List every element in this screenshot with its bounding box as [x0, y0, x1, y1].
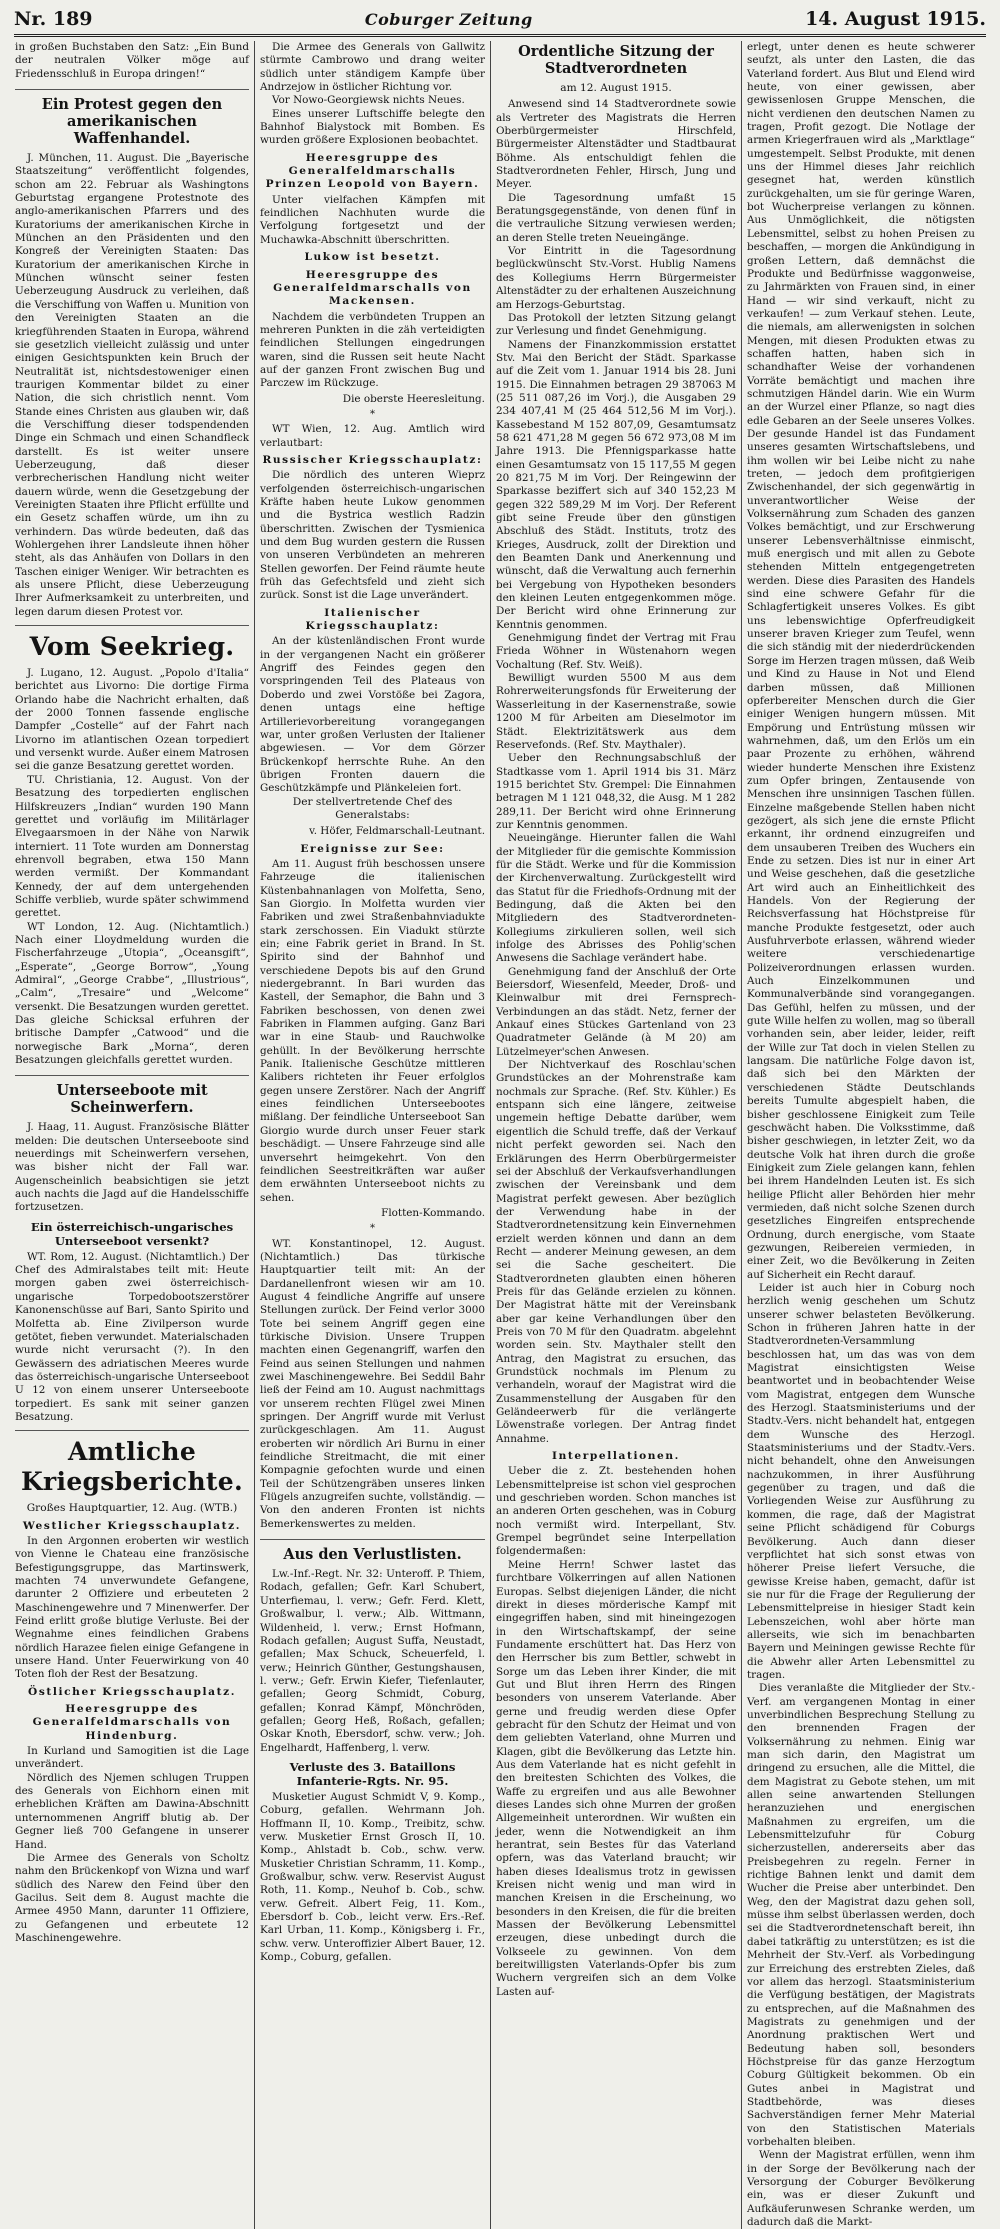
paragraph: Vor Nowo-Georgiewsk nichts Neues.	[272, 94, 465, 107]
paragraph: Die Armee des Generals von Gallwitz stürmte Cambrowo und drang weiter südlich unter ständigem Kampfe über Andrzejow in östlicher Richtung vor.	[260, 41, 485, 94]
signature-ohl: Die oberste Heeresleitung.	[342, 392, 485, 405]
paragraph: Musketier August Schmidt V, 9. Komp., Coburg, gefallen. Wehrmann Joh. Hoffmann II, 10. Komp., Treibitz, schw. verw. Musketier Ernst Grosch II, 10. Komp., Ahlstadt b. Cob., schw. verw. Musketier Christian Schramm, 11. Komp., Großwalbur, schw. verw. Reservist August Roth, 11. Komp., Neuhof b. Cob., schw. verw. Gefreit. Albert Feig, 11. Kom., Ebersdorf b. Cob., leicht verw. Ers.-Ref. Karl Urban, 11. Komp., Königsberg i. Fr., schw. verw. Unteroffizier Albert Bauer, 12. Komp., Coburg, gefallen.	[260, 1790, 485, 1964]
separator-star: *	[370, 408, 375, 420]
paragraph: in großen Buchstaben den Satz: „Ein Bund der neutralen Völker möge auf Friedensschluß in Europa dringen!“	[15, 41, 249, 80]
paragraph: Die nördlich des unteren Wieprz verfolgenden österreichisch-ungarischen Kräfte haben heute Lukow genommen und die Bystrica westlich Radzin überschritten. Zwischen der Tysmienica und dem Bug wurden gestern die Russen von unseren Verbündeten an mehreren Stellen geworfen. Der Feind räumte heute früh das Gefechtsfeld und zieht sich zurück. Sonst ist die Lage unverändert.	[260, 469, 485, 602]
paragraph: Der Nichtverkauf des Roschlau'schen Grundstückes an der Mohrenstraße kam nochmals zur Sprache. (Ref. Stv. Kühler.) Es entspann sich eine längere, zeitweise ungemein heftige Debatte darüber, wem eigentlich die Schuld treffe, daß der Verkauf nicht perfekt geworden sei. Nach den Erklärungen des Herrn Oberbürgermeister sei der Abschluß der Verkaufsverhandlungen zwischen der Vereinsbank und dem Magistrat perfekt gewesen. Aber bezüglich der Verwendung habe in der Stadtverordnetensitzung kein Einvernehmen erzielt werden können und dann an dem Recht — anderer Meinung gewesen, an dem sei die Sache gescheitert. Die Stadtverordneten glaubten einen höheren Preis für das Gelände erzielen zu können. Der Magistrat hätte mit der Vereinsbank aber gar keine Verhandlungen über den Preis von 70 M für den Quadratm. abgelehnt worden sein. Stv. Maythaler stellt den Antrag, den Magistrat zu ersuchen, das Grundstück nochmals im Plenum zu verhandeln, worauf der Magistrat wird die Zusammenstellung der Ausgaben für den Geländeerwerb für die verlängerte Löwenstraße vorlegen. Der Antrag findet Annahme.	[496, 1059, 736, 1445]
paragraph: Anwesend sind 14 Stadtverordnete sowie als Vertreter des Magistrats die Herren Oberbürgermeister Hirschfeld, Bürgermeister Altenstädter und Stadtbaurat Böhme. Als entschuldigt fehlen die Stadtverordneten Fehler, Hirsch, Jung und Meyer.	[496, 98, 736, 191]
separator-star: *	[370, 1223, 375, 1235]
subhead-mackensen: Heeresgruppe des Generalfeldmarschalls von Mackensen.	[273, 268, 472, 308]
paragraph: Genehmigung fand der Anschluß der Orte Beiersdorf, Wiesenfeld, Meeder, Droß- und Kleinwalbur mit drei Fernsprech-Verbindungen an das städt. Netz, ferner der Ankauf eines Stückes Gartenland von 23 Quadratmeter Gelände (à M 20) am Lützelmeyer'schen Anwesen.	[496, 965, 736, 1058]
paragraph: Wenn der Magistrat erfüllen, wenn ihm in der Sorge der Bevölkerung nach der Versorgung der Coburger Bevölkerung ein, was er dieser Zukunft und Aufkäuferunwesen Schranke werden, um dadurch daß die Markt-	[747, 2149, 975, 2229]
column-3	[491, 41, 742, 2229]
paragraph: Nördlich des Njemen schlugen Truppen des Generals von Eichhorn einen mit erheblichen Kräften am Dawina-Abschnitt unternommenen Angriff blutig ab. Der Gegner ließ 700 Gefangene in unserer Hand.	[15, 1771, 249, 1851]
column-4	[742, 41, 980, 2229]
headline-oesterr: Ein österreichisch-ungarisches Unterseeboot versenkt?	[30, 1219, 234, 1248]
subhead-see: Ereignisse zur See:	[300, 842, 445, 855]
paragraph: J. Haag, 11. August. Französische Blätter melden: Die deutschen Unterseeboote sind neuerdings mit Scheinwerfern versehen, was bisher nicht der Fall war. Augenscheinlich beabsichtigen sie jetzt auch nachts die Jagd auf die Handelsschiffe fortzusetzen.	[15, 1121, 249, 1214]
paragraph: Ueber die z. Zt. bestehenden hohen Lebensmittelpreise ist schon viel gesprochen und geschrieben worden. Schon manches ist an anderen Orten geschehen, was in Coburg noch vermißt wird. Interpellant, Stv. Grempel begründet seine Interpellation folgendermaßen:	[496, 1465, 736, 1558]
paragraph: Das Protokoll der letzten Sitzung gelangt zur Verlesung und findet Genehmigung.	[496, 311, 736, 338]
paragraph: An der küstenländischen Front wurde in der vergangenen Nacht ein größerer Angriff des Feindes gegen den vorspringenden Teil des Plateaus von Doberdo und zwei Vorstöße bei Zagora, denen untags eine heftige Artillerievorbereitung vorangegangen war, unter großen Verlusten der Italiener abgewiesen. — Vor dem Görzer Brückenkopf herrschte Ruhe. An den übrigen Fronten dauern die Geschützkämpfe und Plänkeleien fort.	[260, 635, 485, 795]
headline-bataillon: Verluste des 3. Bataillons Infanterie-Rgts. Nr. 95.	[289, 1759, 456, 1788]
subhead-leopold: Heeresgruppe des Generalfeldmarschalls Prinzen Leopold von Bayern.	[265, 151, 480, 191]
headline-protest: Ein Protest gegen den amerikanischen Waffenhandel.	[15, 89, 249, 147]
paragraph: Unter vielfachen Kämpfen mit feindlichen Nachhuten wurde die Verfolgung fortgesetzt und der Muchawka-Abschnitt überschritten.	[260, 193, 485, 246]
paragraph: Neueingänge. Hierunter fallen die Wahl der Mitglieder für die gemischte Kommission für die Städt. Werke und für die Kommission der Kirchenverwaltung. Zurückgestellt wird das Statut für die Friedhofs-Ordnung mit der Bedingung, daß die Akten bei den Mitgliedern des Stadtverordneten-Kollegiums zirkulieren sollen, weil sich infolge des Abrisses des Pohlig'schen Anwesens die Sachlage verändert habe.	[496, 832, 736, 965]
paragraph: Eines unserer Luftschiffe belegte den Bahnhof Bialystock mit Bomben. Es wurden größere Explosionen beobachtet.	[260, 107, 485, 147]
headline-seekrieg: Vom Seekrieg.	[15, 625, 249, 662]
paragraph: Leider ist auch hier in Coburg noch herzlich wenig geschehen um Schutz unserer schwer belasteten Bevölkerung. Schon in früheren Jahren hatte in der Stadtverordneten-Versammlung beschlossen hat, um das was von dem Magistrat einsichtigsten Weise beantwortet und in beobachtender Weise vom Magistrat, entgegen dem Wunsche des Herzogl. Staatsministeriums und der Stadtv.-Vers. nicht behandelt hat, entgegen dem Wunsche des Herzogl. Staatsministeriums und der Stadtv.-Vers. nicht behandelt, ohne den Anweisungen nachzukommen, in ihrer Ausführung gegenüber zu tragen, und daß die Vorliegenden Weise zur Ausführung zu kommen, die rage, daß der Magistrat seine Pflicht schädigend für Coburgs Bevölkerung. Auch dann dieser verpflichtet hat sich sonst etwas von höherer Preise liefert Versuche, die gewisse Kreise haben, gemacht, dafür ist sie nur für die Frage der Regulierung der Lebensmittelpreise in hiesiger Stadt kein Lebenszeichen, wohl aber hörte man allerseits, wie sich im benachbarten Bayern und Meiningen gewisse Rechte für die Abwehr aller Arten Lebensmittel zu tragen.	[747, 1281, 975, 1681]
signature-flotte: Flotten-Kommando.	[381, 1206, 485, 1219]
paragraph: WT. Rom, 12. August. (Nichtamtlich.) Der Chef des Admiralstabes teilt mit: Heute morgen gaben zwei österreichisch-ungarische Torpedobootszerstörer Kanonenschüsse auf Bari, Santo Spirito und Molfetta ab. Eine Zivilperson wurde getötet, fieben verwundet. Materialschaden wurde nicht verursacht (?). In den Gewässern des adriatischen Meeres wurde das österreichisch-ungarische Unterseeboot U 12 von einem unserer Unterseeboote torpediert. Es sank mit seiner ganzen Besatzung.	[15, 1250, 249, 1423]
issue-number: Nr. 189	[14, 8, 93, 30]
paragraph: erlegt, unter denen es heute schwerer seufzt, als unter den Lasten, die das Vaterland fordert. Aus Blut und Elend wird heute, von einer gewissen, aber gewissenlosen Gruppe Menschen, die nicht verdienen den deutschen Namen zu tragen, Profit gezogt. Die Notlage der armen Kriegerfrauen wird als „Marktlage“ umgestempelt. Selbst Produkte, mit denen uns der Himmel dieses Jahr reichlich gesegnet hat, werden künstlich zurückgehalten, um sie für geringe Waren, bot Wucherpreise verlangen zu können. Aus Unmöglichkeit, die nötigsten Lebensmittel, selbst zu hohen Preisen zu beschaffen, — morgen die Ankündigung in großen Lettern, daß demnächst die Produkte und Bedürfnisse waggonweise, zu Jahrmärkten von Frauen sind, in einer Hand — wir sind verkauft, nicht zu verkaufen! — zum Verkauf stehen. Leute, die niemals, am allerwenigsten in solchen Mengen, mit diesen Produkten etwas zu schaffen hatten, haben sich in schandhafter Weise der vorhandenen Vorräte bemächtigt und machen ihre schmutzigen Händel darin. Wie ein Wurm an der Wurzel einer Pflanze, so nagt dies edle Gebaren an der Seele unseres Volkes. Der gesunde Handel ist das Fundament unseres gesamten Wirtschaftslebens, und ihm wollen wir bei Leibe nicht zu nahe treten, — jedoch dem profitgierigen Zwischenhandel, der sich gegenwärtig in unverantwortlicher Weise der Volksernährung zum Schaden des ganzen Volkes bemächtigt, und zur Erschwerung unserer Lebensverhältnisse einmischt, muß energisch und mit allen zu Gebote stehenden Mitteln entgegengetreten werden. Diese dies Parasiten des Handels sind eine schwere Gefahr für die Schlagfertigkeit unseres Volkes. Es gibt uns lebenswichtige Opferfreudigkeit unserer braven Krieger zum Teufel, wenn die sich ständig mit der niederdrückenden Sorge im Herzen tragen müssen, daß Weib und Kind zu Hause in Not und Elend darben müssen, daß Millionen opferbereiter Menschen durch die Gier einiger Wenigen hungern müssen. Mit Empörung und Entrüstung müssen wir wahrnehmen, daß, um den Erlös um ein paar Prozente zu erhöhen, während wieder hunderte Menschen ihre Existenz zum Opfer bringen, Zentausende von Menschen ihre unsinnigen Taschen füllen. Einzelne maßgebende Stellen haben nicht gezögert, als sich jene die ernste Pflicht erkannt, ihr ordnend einzugreifen und dem unsauberen Treiben des Wuchers ein Ende zu setzen. Dies ist nur in einer Art und Weise geschehen, daß die gesetzliche Art wird auch an Einheitlichkeit des Handels. Von der Regierung der Reichsverfassung hat Höchstpreise für manche Produkte festgesetzt, oder auch Ausfuhrverbote erlassen, während wieder weitere verschiedenartige Polizeiverordnungen erlassen wurden. Auch Einzelkommunen und Kommunalverbände sind vorangegangen. Das Gefühl, helfen zu müssen, und der gute Wille helfen zu wollen, mag so überall vorhanden sein, aber leider, leider, reift der Wille zur Tat doch in vielen Stellen zu langsam. Die natürliche Folge davon ist, daß sich bei den Märkten der verschiedenen Städte Deutschlands bereits Tumulte abgespielt haben, die bisher geschlossene Einigkeit zum Teile geschwächt haben. Die Volksstimme, daß bisher geschwiegen, in letzter Zeit, wo da deutsche Volk hat ihren durch die große Einigkeit zum Ziele gelangen kann, fehlen bei ihrem Handelnden Leuten ist. Es sich heilige Pflicht aller Behörden hier mehr vermieden, daß nicht solche Szenen durch gesetzliches Eingreifen entsprechende Ordnung, durch energische, vom Staate gezwungen, Reibereien vermieden, in einer Zeit, wo die Bevölkerung in Zeiten auf Sicherheit ein Recht darauf.	[747, 41, 975, 1281]
headline-amtlich: Amtliche Kriegsberichte.	[15, 1430, 249, 1497]
dateline: am 12. August 1915.	[560, 82, 672, 94]
paragraph: Lw.-Inf.-Regt. Nr. 32: Unteroff. P. Thiem, Rodach, gefallen; Gefr. Karl Schubert, Unterfiemau, l. verw.; Gefr. Ferd. Klett, Großwalbur, l. verw.; Alb. Wittmann, Wildenheid, l. verw.; Ernst Hofmann, Rodach gefallen; August Suffa, Neustadt, gefallen; Max Schuck, Scheuerfeld, l. verw.; Heinrich Günther, Gestungshausen, l. verw.; Gefr. Erwin Kiefer, Tiefenlauter, gefallen; Georg Schmidt, Coburg, gefallen; Konrad Kämpf, Mönchröden, gefallen; Georg Heß, Roßach, gefallen; Oskar Knoth, Ebersdorf, schw. verw.; Joh. Engelhardt, Haffenberg, l. verw.	[260, 1568, 485, 1754]
paragraph: J. Lugano, 12. August. „Popolo d'Italia“ berichtet aus Livorno: Die dortige Firma Orlando habe die Nachricht erhalten, daß der 2000 Tonnen fassende englische Dampfer „Costelle“ auf der Fahrt nach Livorno im atlantischen Ozean torpediert und versenkt wurde. Außer einem Matrosen sei die ganze Besatzung gerettet worden.	[15, 667, 249, 773]
paragraph: WT. Konstantinopel, 12. August. (Nichtamtlich.) Das türkische Hauptquartier teilt mit: An der Dardanellenfront wiesen wir am 10. August 4 feindliche Angriffe auf unsere Stellungen zurück. Der Feind verlor 3000 Tote bei seinem Angriff gegen eine türkische Division. Unsere Truppen machten einen Gegenangriff, warfen den Feind aus seinen Stellungen und nahmen zwei Maschinengewehre. Bei Seddil Bahr ließ der Feind am 10. August nachmittags vor unserem rechten Flügel zwei Minen springen. Der Angriff wurde mit Verlust zurückgeschlagen. Am 11. August eroberten wir nördlich Ari Burnu in einer feindliche Streitmacht, die mit einer Kompagnie gefochten wurde und einen Teil der Schützengräben unseres linken Flügels anzugreifen suchte, vollständig. — Von den anderen Fronten ist nichts Bemerkenswertes zu melden.	[260, 1237, 485, 1530]
dateline: Großes Hauptquartier, 12. Aug. (WTB.)	[26, 1502, 238, 1515]
paragraph: In Kurland und Samogitien ist die Lage unverändert.	[15, 1745, 249, 1771]
headline-verlust: Aus den Verlustlisten.	[260, 1539, 485, 1563]
subhead-lukow: Lukow ist besetzt.	[304, 251, 441, 264]
signature-hoefer: v. Höfer, Feldmarschall-Leutnant.	[309, 825, 485, 838]
paragraph: Die Armee des Generals von Scholtz nahm den Brückenkopf von Wizna und warf südlich des Narew den Feind über den Gacilus. Seit dem 8. August machte die Armee 4950 Mann, darunter 11 Offiziere, zu Gefangenen und erbeutete 12 Maschinengewehre.	[15, 1851, 249, 1944]
paragraph: Dies veranlaßte die Mitglieder der Stv.-Verf. am vergangenen Montag in einer unverbindlichen Besprechung Stellung zu den brennenden Fragen der Volksernährung zu nehmen. Einig war man sich darin, den Magistrat um dringend zu ersuchen, alle die Mittel, die dem Magistrat zu Gebote stehen, um mit allen seine anwartenden Stellungen heranzuziehen und energischen Maßnahmen zu ergreifen, um die Lebensmittelzufuhr für Coburg sicherzustellen, andererseits aber das Preisbegehren zu regeln. Ferner in richtige Bahnen lenkt und damit dem Wucher die Preise aber unterbindet. Den Weg, den der Magistrat dazu gehen soll, müsse ihm selbst überlassen werden, doch sei die Stadtverordnetenschaft bereit, ihn dabei tatkräftig zu unterstützen; es ist die Mehrheit der Stv.-Verf. als Vorbedingung zur Erreichung des erstrebten Zieles, daß vor allem das herzogl. Staatsministerium die Verfügung bestätigen, der Magistrats zu entsprechen, auf die Maßnahmen des Magistrats zu genehmigen und der Anordnung praktischen Wert und Bedeutung haben soll, besonders Höchstpreise für das ganze Herzogtum Coburg Gültigkeit bekommen. Ob ein Gutes anbei in Magistrat und Stadtbehörde, was dieses Sachverständigen ferner Mehr Material von den Statistischen Materials vorbehalten bleiben.	[747, 1682, 975, 2148]
paragraph: Vor Eintritt in die Tagesordnung beglückwünscht Stv.-Vorst. Hublig Namens des Kollegiums Herrn Bürgermeister Altenstädter zu der erhaltenen Auszeichnung am Herzogs-Geburtstag.	[496, 245, 736, 311]
column-2	[255, 41, 491, 2229]
subhead-ost: Östlicher Kriegsschauplatz.	[28, 1685, 236, 1698]
subhead-ital: Italienischer Kriegsschauplatz:	[305, 606, 440, 633]
issue-date: 14. August 1915.	[805, 8, 986, 30]
paragraph: Ueber den Rechnungsabschluß der Stadtkasse vom 1. April 1914 bis 31. März 1915 berichtet Stv. Grempel: Die Einnahmen betragen M 1 121 048,32, die Ausg. M 1 282 289,11. Der Bericht wird ohne Erinnerung zur Kenntnis genommen.	[496, 752, 736, 831]
subhead-west: Westlicher Kriegsschauplatz.	[22, 1519, 242, 1532]
paragraph: Nachdem die verbündeten Truppen an mehreren Punkten in die zäh verteidigten feindlichen Stellungen eingedrungen waren, sind die Russen seit heute Nacht auf der ganzen Front zwischen Bug und Parczew im Rückzuge.	[260, 310, 485, 390]
paragraph: Bewilligt wurden 5500 M aus dem Rohrerweiterungsfonds für Erweiterung der Wasserleitung in der Kasernenstraße, sowie 1200 M für Arbeiten am Dieselmotor im Städt. Elektrizitätswerk aus dem Reservefonds. (Ref. Stv. Maythaler).	[496, 672, 736, 751]
paragraph: Am 11. August früh beschossen unsere Fahrzeuge die italienischen Küstenbahnanlagen von Molfetta, Seno, San Giorgio. In Molfetta wurden vier Fabriken und zwei Straßenbahnviadukte stark zerschossen. Ein Viadukt stürzte ein; eine Fabrik geriet in Brand. In St. Spirito sind der Bahnhof und verschiedene Depots bis auf den Grund niedergebrannt. In Bari wurden das Kastell, der Semaphor, die Bahn und 3 Fabriken beschossen, von denen zwei Fabriken in Flammen aufging. Ganz Bari war in eine Staub- und Rauchwolke gehüllt. In der Bevölkerung herrschte Panik. Italienische Geschütze mittleren Kalibers richteten ihr Feuer erfolglos gegen unsere Zerstörer. Nach der Angriff eines feindlichen Unterseebootes mißlang. Der feindliche Unterseeboot San Giorgio wurde durch unser Feuer stark beschädigt. — Unsere Fahrzeuge sind alle unversehrt heimgekehrt. Von den feindlichen Seestreitkräften war außer dem erwähnten Unterseeboot nichts zu sehen.	[260, 857, 485, 1204]
subhead-interp: Interpellationen.	[552, 1450, 680, 1463]
headline-untersee: Unterseeboote mit Scheinwerfern.	[15, 1075, 249, 1116]
paragraph: In den Argonnen eroberten wir westlich von Vienne le Chateau eine französische Befestigungsgruppe, das Martinswerk, machten 74 unverwundete Gefangene, darunter 2 Offiziere und erbeuteten 2 Maschinengewehre und 7 Minenwerfer. Der Feind erlitt große blutige Verluste. Bei der Wegnahme eines feindlichen Grabens nördlich Harazee fielen einige Gefangene in unsere Hand. Unter Feuerwirkung von 40 Toten floh der Rest der Besatzung.	[15, 1534, 249, 1681]
paragraph: J. München, 11. August. Die „Bayerische Staatszeitung“ veröffentlicht folgendes, schon am 22. Februar als Washingtons Geburtstag ergangene Protestnote des anglo-amerikanischen Pfarrers und des Kuratoriums der amerikanischen Kirche in München an den Präsidenten und den Kongreß der Vereinigten Staaten: Das Kuratorium der amerikanischen Kirche in München wünscht seiner festen Ueberzeugung Ausdruck zu verleihen, daß die Verschiffung von Waffen u. Munition von den Vereinigten Staaten an die kriegführenden Staaten in Europa, während sie gesetzlich vielleicht zulässig und unter einigen Gesichtspunkten kein Bruch der Neutralität ist, nichtsdestoweniger einen traurigen Kommentar bildet zu einer Nation, die sich christlich nennt. Vom Stande eines Christen aus glauben wir, daß die Verschiffung dieser todspendenden Dinge ein Schmach und einen Schandfleck darstellt. Es ist weiter unsere Ueberzeugung, daß dieser verbrecherischen Handlung nicht weiter dauern würde, wenn die Gesetzgebung der Vereinigten Staaten ihre Pflicht erfüllte und ein Gesetz schaffen würde, um ihn zu verhindern. Das würde bedeuten, daß das Wohlergehen ihrer Landsleute ihnen höher steht, als das Anhäufen von Dollars in den Taschen einiger Weniger. Wir betrachten es als unsere Pflicht, diese Ueberzeugung Ihrer Aufmerksamkeit zu unterbreiten, und legen darum diesen Protest vor.	[15, 152, 249, 618]
paragraph: WT London, 12. Aug. (Nichtamtlich.) Nach einer Lloydmeldung wurden die Fischerfahrzeuge „Utopia“, „Oceansgift“, „Esperate“, „George Borrow“, „Young Admiral“, „George Crabbe“, „Illustrious“, „Calm“, „Tresaire“ und „Welcome“ versenkt. Die Besatzungen wurden gerettet. Das gleiche Schicksal erfuhren der britische Dampfer „Catwood“ und die norwegische Bark „Morna“, deren Besatzungen gleichfalls gerettet wurden.	[15, 920, 249, 1067]
paragraph: Meine Herrn! Schwer lastet das furchtbare Völkerringen auf allen Nationen Europas. Selbst diejenigen Länder, die nicht direkt in dieses mörderische Kampf mit eingegriffen haben, sind mit hineingezogen in den Wirtschaftskampf, der seine Fundamente erschüttert hat. Das Herz von den Herrscher bis zum Bettler, schwebt in Sorge um das Leben ihrer Kinder, die mit Gut und Blut ihren Herrn des Ringen besonders von unserem Vaterlande. Aber gerne und freudig werden diese Opfer gebracht für den Schutz der Heimat und von dem geliebten Vaterland, ohne Murren und Klagen, gibt die Bevölkerung das Letzte hin. Aus dem Vaterlande hat es nicht gefehlt in den breitesten Schichten des Volkes, die Waffe zu ergreifen und aus alle Bewohner dieses Landes sich ohne Murren der großen Allgemeinheit unterordnen. Wir wußten ein jeder, wenn die Notwendigkeit an ihm herantrat, sein Bestes für das Vaterland opfern, was das Vaterland braucht; wir haben dieses Idealismus trotz in gewissen Kreisen nicht wenig und man wird in manchen Kreisen in die Erscheinung, wo besonders in den Kreisen, die für die breiten Massen der Bevölkerung Lebensmittel erzeugen, diese unbedingt durch die Volkseele zu gewinnen. Von dem bereitwilligsten Vaterlands-Opfer bis zum Wuchern vergreifen sich an dem Volke Lasten auf-	[496, 1558, 736, 1998]
newspaper-title: Coburger Zeitung	[364, 10, 533, 29]
paragraph: WT Wien, 12. Aug. Amtlich wird verlautbart:	[260, 423, 485, 449]
masthead	[14, 8, 986, 37]
signature-vertreter: Der stellvertretende Chef des Generalstabs:	[292, 795, 453, 821]
subhead-hindenburg: Heeresgruppe des Generalfeldmarschalls von Hindenburg.	[32, 1703, 232, 1742]
paragraph: Die Tagesordnung umfaßt 15 Beratungsgegenstände, von denen fünf in die vertrauliche Sitzung verwiesen werden; an deren Stelle treten Neueingänge.	[496, 191, 736, 244]
column-1	[10, 41, 255, 2229]
columns	[10, 41, 990, 2229]
paragraph: Namens der Finanzkommission erstattet Stv. Mai den Bericht der Städt. Sparkasse auf die Zeit vom 1. Januar 1914 bis 28. Juni 1915. Die Einnahmen betragen 29 387063 M (25 511 087,26 im Vorj.), die Ausgaben 29 234 407,41 M (25 464 512,56 M im Vorj.). Kassebestand M 152 807,09, Gesamtumsatz 58 621 471,28 M gegen 56 672 973,08 M im Jahre 1913. Die Pfennigsparkasse hatte einen Gesamtumsatz von 15 117,55 M gegen 20 821,75 M im Vorj. Der Reingewinn der Sparkasse beziffert sich auf 340 152,23 M gegen 322 589,29 M im Vorj. Der Referent gibt seine Freude über den günstigen Abschluß des Städt. Instituts, trotz des Krieges, Ausdruck, zollt der Direktion und den Beamten Dank und Anerkennung und wünscht, daß die Verwaltung auch fernerhin bei Vergebung von Hypotheken besonders den kleinen Leuten entgegenkommen möge. Der Bericht wird ohne Erinnerung zur Kenntnis genommen.	[496, 338, 736, 631]
subhead-russ: Russischer Kriegsschauplatz:	[262, 453, 483, 466]
headline-sitzung: Ordentliche Sitzung der Stadtverordneten	[518, 43, 714, 77]
paragraph: Genehmigung findet der Vertrag mit Frau Frieda Wöhner in Wüstenahorn wegen Vochaltung (Ref. Stv. Weiß).	[496, 632, 736, 671]
paragraph: TU. Christiania, 12. August. Von der Besatzung des torpedierten englischen Hilfskreuzers „Indian“ wurden 190 Mann gerettet und vorläufig im Militärlager Elvegaarsmoen in der Nähe von Narwik interniert. 11 Tote wurden am Donnerstag ehrenvoll begraben, etwa 150 Mann werden vermißt. Der Kommandant Kennedy, der auf dem untergehenden Schiffe verblieb, wurde später schwimmend gerettet.	[15, 773, 249, 920]
